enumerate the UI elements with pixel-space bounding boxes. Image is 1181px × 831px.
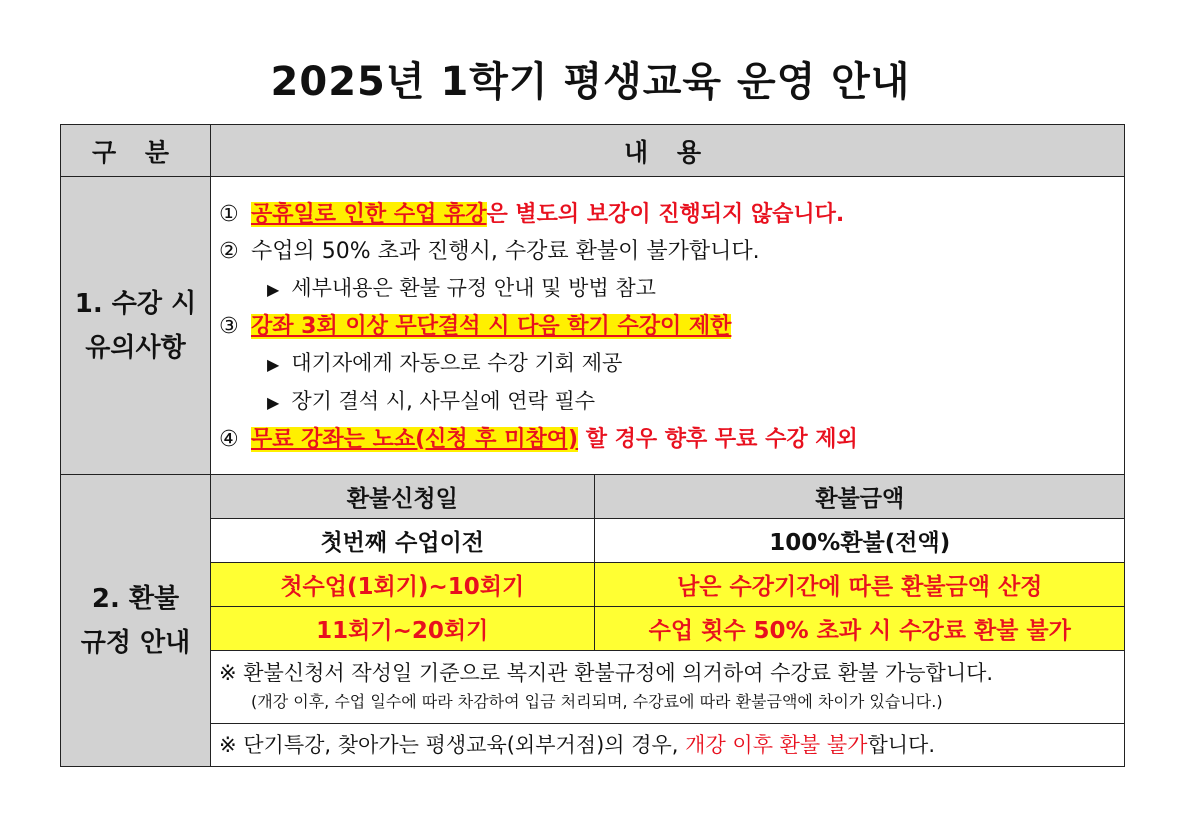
- section-refund-label: 2. 환불 규정 안내: [61, 475, 211, 767]
- table-row: 첫번째 수업이전 100%환불(전액): [211, 519, 1125, 563]
- sub-item: ▶ 장기 결석 시, 사무실에 연락 필수: [267, 388, 596, 413]
- header-content: 내 용: [211, 125, 1125, 177]
- section-refund: [61, 475, 1125, 767]
- list-item: ① 공휴일로 인한 수업 휴강은 별도의 보강이 진행되지 않습니다.: [219, 201, 845, 227]
- header-category: 구 분: [61, 125, 211, 177]
- list-item: ② 수업의 50% 초과 진행시, 수강료 환불이 불가합니다.: [219, 238, 760, 264]
- sub-item: ▶ 세부내용은 환불 규정 안내 및 방법 참고: [267, 275, 656, 300]
- refund-header-date: 환불신청일: [211, 475, 594, 519]
- arrow-right-icon: ▶: [267, 354, 280, 374]
- refund-header-row: [211, 475, 1125, 519]
- table-header-row: [61, 125, 1125, 177]
- table-row: 11회기~20회기 수업 횟수 50% 초과 시 수강료 환불 불가: [211, 607, 1125, 651]
- precautions-list: [211, 177, 1125, 475]
- refund-table: [211, 475, 1125, 651]
- refund-content: [211, 475, 1125, 767]
- arrow-right-icon: ▶: [267, 279, 280, 299]
- refund-note: ※ 환불신청서 작성일 기준으로 복지관 환불규정에 의거하여 수강료 환불 가능합니다. (개강 이후, 수업 일수에 따라 차감하여 입금 처리되며, 수강료에 따라 환불금액에 차이가 있습니다.): [211, 651, 1124, 724]
- highlight-text: 무료 강좌는 노쇼(신청 후 미참여): [251, 426, 579, 452]
- notice-table: [60, 124, 1125, 767]
- list-item: ④ 무료 강좌는 노쇼(신청 후 미참여) 할 경우 향후 무료 수강 제외: [219, 426, 858, 452]
- section-precautions: [61, 177, 1125, 475]
- page-title: 2025년 1학기 평생교육 운영 안내: [270, 59, 911, 105]
- sub-item: ▶ 대기자에게 자동으로 수강 기회 제공: [267, 350, 623, 375]
- table-row: 첫수업(1회기)~10회기 남은 수강기간에 따른 환불금액 산정: [211, 563, 1125, 607]
- refund-header-amount: 환불금액: [594, 475, 1125, 519]
- section-precautions-label: 1. 수강 시 유의사항: [61, 177, 211, 475]
- highlight-text: 강좌 3회 이상 무단결석 시 다음 학기 수강이 제한: [251, 313, 732, 339]
- list-item: ③ 강좌 3회 이상 무단결석 시 다음 학기 수강이 제한: [219, 313, 732, 339]
- arrow-right-icon: ▶: [267, 392, 280, 412]
- highlight-text: 공휴일로 인한 수업 휴강: [251, 201, 487, 227]
- special-lecture-note: ※ 단기특강, 찾아가는 평생교육(외부거점)의 경우, 개강 이후 환불 불가합니다.: [219, 733, 936, 757]
